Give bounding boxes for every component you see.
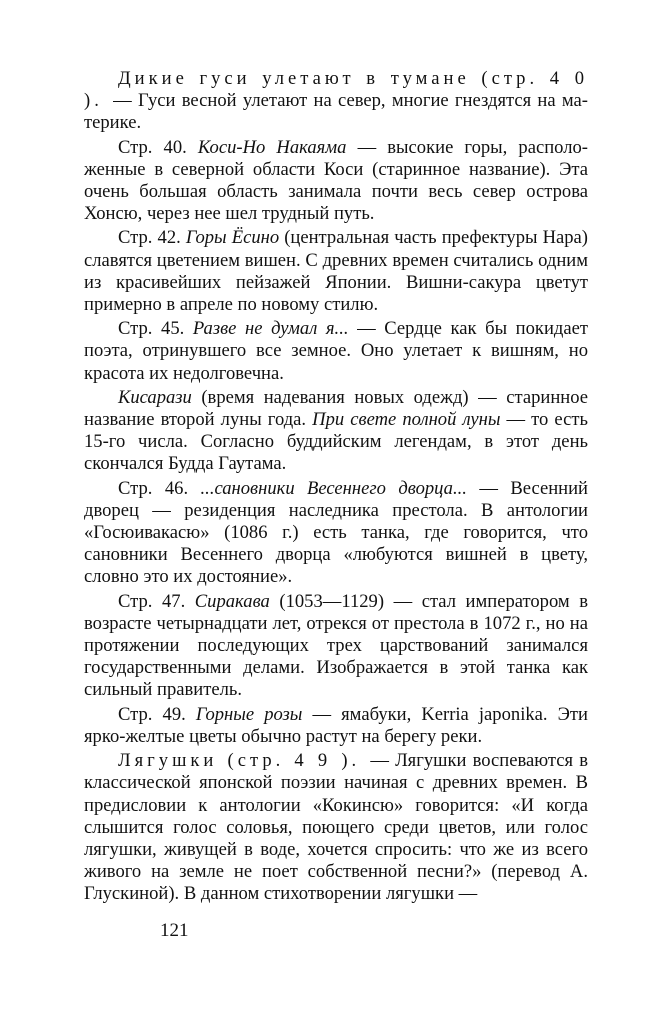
document-body	[84, 68, 588, 908]
term-italic: Разве не думал я...	[192, 318, 349, 340]
paragraph-text: — Гуси весной улетают на север, многие гнездятся на материке.	[84, 90, 588, 134]
paragraph-p4	[84, 318, 588, 385]
paragraph-text: — высокие горы, расположенные в северной области Коси (старинное название). Эта очень большая область занимала почти весь север острова Хонсю, через нее шел трудный путь.	[84, 136, 588, 225]
paragraph-text: Стр. 40.	[118, 136, 198, 158]
paragraph-p8	[84, 704, 588, 748]
term-italic: Горы Ёсино	[185, 227, 280, 249]
heading-spaced: Дикие гуси улетают в тумане (стр. 4 0 ).	[84, 68, 588, 112]
paragraph-p9	[84, 750, 588, 905]
paragraph-text: — Весенний дворец — резиденция наследника престола. В антологии «Госюивакасю» (1086 г.) есть танка, где говорится, что сановники Весеннего дворца «любуются вишней в цвету, словно это их достояние».	[84, 477, 589, 588]
paragraph-p2	[84, 137, 588, 226]
paragraph-text: (время надевания новых одежд) — старинное название второй луны года.	[84, 386, 588, 431]
paragraph-text: Стр. 47.	[118, 590, 195, 612]
term-italic: Коси-Но Накаяма	[197, 136, 347, 158]
paragraph-text: Стр. 42.	[118, 227, 186, 249]
page-number: 121	[160, 920, 189, 941]
paragraph-text: — Лягушки воспеваются в классической японской поэзии начиная с древних времен. В предисловии к антологии «Кокинсю» говорится: «И когда слышится голос соловья, поющего среди цветов, или голос лягушки, живущей в воде, хочется спросить: что же из всего живого на земле не поет собственной песни?» (перевод А. Глускиной). В данном стихотворении лягушки —	[84, 750, 588, 905]
paragraph-text: (центральная часть префектуры Нара) славятся цветением вишен. С древних времен считались одним из красивейших пейзажей Японии. Вишни-сакура цветут примерно в апреле по новому стилю.	[84, 227, 588, 316]
paragraph-p7	[84, 591, 588, 702]
paragraph-text: Стр. 49.	[118, 703, 196, 725]
term-italic: При свете полной луны	[312, 409, 501, 431]
paragraph-text: (1053—1129) — стал императором в возрасте четырнадцати лет, отрекся от престола в 1072 г., но на протяжении последующих трех царствований занимался государственными делами. Изображается в этой танка как сильный правитель.	[84, 590, 589, 701]
term-italic: Кисарази	[118, 386, 192, 408]
heading-spaced: Лягушки (стр. 4 9 ).	[118, 750, 371, 772]
term-italic: Сиракава	[194, 590, 270, 612]
paragraph-text: Стр. 45.	[118, 318, 193, 340]
paragraph-p1	[84, 68, 588, 135]
paragraph-text: — Сердце как бы покидает поэта, отринувшего все земное. Оно улетает к вишням, но красота их недолговечна.	[84, 318, 589, 384]
paragraph-text: — то есть 15-го числа. Согласно буддийским легендам, в этот день скончался Будда Гаутама.	[84, 409, 589, 475]
paragraph-text: — ямабуки, Kerria japonika. Эти ярко-желтые цветы обычно растут на берегу реки.	[84, 703, 588, 747]
paragraph-text: Стр. 46.	[118, 477, 201, 499]
paragraph-p3	[84, 227, 588, 316]
paragraph-p5	[84, 387, 588, 476]
term-italic: Горные розы	[195, 703, 303, 725]
paragraph-p6	[84, 478, 588, 589]
term-italic: ...сановники Весеннего дворца...	[200, 477, 467, 499]
